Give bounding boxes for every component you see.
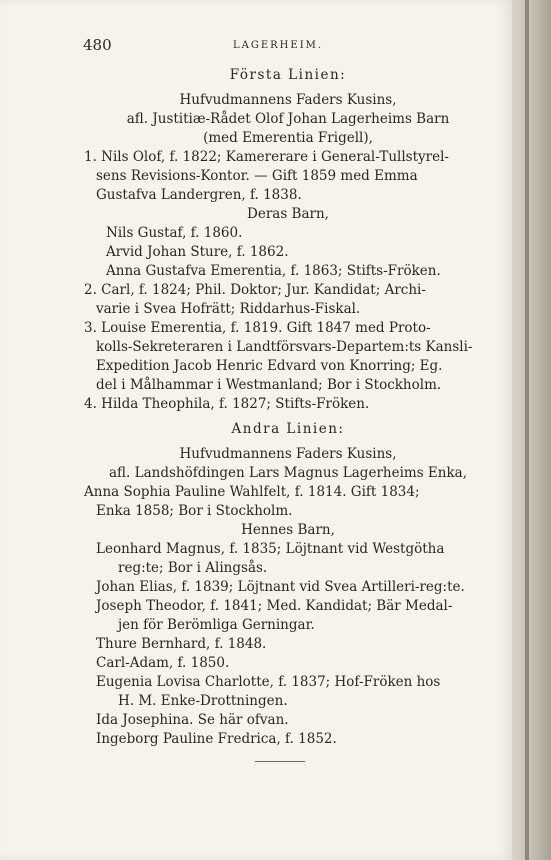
section-heading: Andra Linien: [231, 421, 345, 437]
text-line: 4. Hilda Theophila, f. 1827; Stifts-Fröken. [84, 396, 370, 412]
text-line: 1. Nils Olof, f. 1822; Kamererare i General-Tullstyrel- [84, 149, 449, 165]
text-line: Arvid Johan Sture, f. 1862. [106, 244, 289, 260]
running-head: LAGERHEIM. [233, 40, 324, 51]
text-line: Anna Gustafva Emerentia, f. 1863; Stifts-Fröken. [106, 263, 441, 279]
text-line: jen för Berömliga Gerningar. [118, 617, 315, 633]
text-line: Anna Sophia Pauline Wahlfelt, f. 1814. Gift 1834; [84, 484, 420, 500]
text-line: Ingeborg Pauline Fredrica, f. 1852. [96, 731, 337, 747]
text-line: Ida Josephina. Se här ofvan. [96, 712, 289, 728]
text-line: afl. Justitiæ-Rådet Olof Johan Lagerheims Barn [126, 111, 450, 127]
book-gutter [512, 0, 551, 860]
text-line: Joseph Theodor, f. 1841; Med. Kandidat; Bär Medal- [96, 598, 453, 614]
text-line: 3. Louise Emerentia, f. 1819. Gift 1847 med Proto- [84, 320, 431, 336]
text-line: del i Målhammar i Westmanland; Bor i Stockholm. [96, 377, 442, 393]
text-line: Leonhard Magnus, f. 1835; Löjtnant vid Westgötha [96, 541, 445, 557]
text-line: afl. Landshöfdingen Lars Magnus Lagerheims Enka, [108, 465, 467, 481]
text-line: Johan Elias, f. 1839; Löjtnant vid Svea Artilleri-reg:te. [96, 579, 465, 595]
section-heading: Första Linien: [229, 67, 347, 83]
text-line: varie i Svea Hofrätt; Riddarhus-Fiskal. [96, 301, 361, 317]
text-line: (med Emerentia Frigell), [203, 130, 373, 146]
text-line: Expedition Jacob Henric Edvard von Knorring; Eg. [96, 358, 443, 374]
text-line: reg:te; Bor i Alingsås. [118, 560, 268, 576]
text-line: kolls-Sekreteraren i Landtförsvars-Departem:ts Kansli- [96, 339, 473, 355]
text-line: Thure Bernhard, f. 1848. [96, 636, 267, 652]
text-line: H. M. Enke-Drottningen. [118, 693, 288, 709]
text-line: Enka 1858; Bor i Stockholm. [96, 503, 293, 519]
text-line: Eugenia Lovisa Charlotte, f. 1837; Hof-Fröken hos [96, 674, 441, 690]
text-line: Nils Gustaf, f. 1860. [106, 225, 243, 241]
text-line: Carl-Adam, f. 1850. [96, 655, 230, 671]
page-number: 480 [83, 36, 112, 54]
text-line: Hennes Barn, [241, 522, 335, 538]
end-rule [255, 761, 305, 762]
text-line: sens Revisions-Kontor. — Gift 1859 med Emma [96, 168, 418, 184]
text-line: Deras Barn, [247, 206, 329, 222]
page-header [83, 36, 493, 56]
gutter-edge [525, 0, 529, 860]
text-line: Gustafva Landergren, f. 1838. [96, 187, 302, 203]
text-line: 2. Carl, f. 1824; Phil. Doktor; Jur. Kandidat; Archi- [84, 282, 426, 298]
text-line: Hufvudmannens Faders Kusins, [179, 446, 397, 462]
page-body [84, 66, 492, 749]
text-line: Hufvudmannens Faders Kusins, [179, 92, 397, 108]
